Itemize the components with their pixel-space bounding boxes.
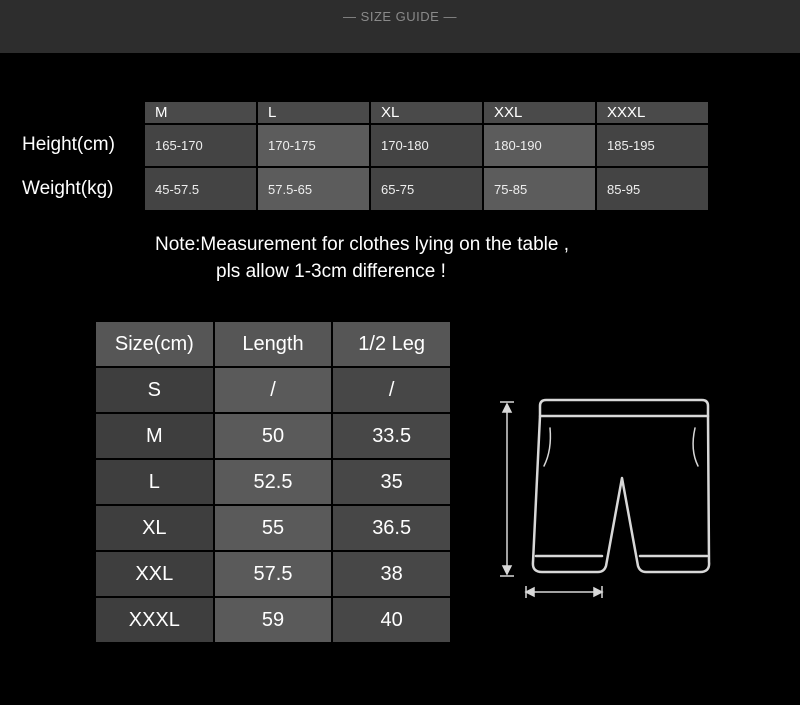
measurement-note-line1: Note:Measurement for clothes lying on the table , — [155, 234, 570, 255]
measurement-size: XL — [95, 505, 214, 551]
length-arrow — [500, 402, 514, 576]
measurement-row — [95, 367, 451, 413]
leg-width-arrow — [526, 586, 602, 598]
size-chart-cell: 185-195 — [596, 124, 709, 168]
size-chart-cell: 57.5-65 — [257, 167, 370, 211]
measurement-table — [94, 320, 452, 644]
measurement-leg: 33.5 — [332, 413, 451, 459]
measurement-header: Size(cm) — [95, 321, 214, 367]
size-chart-header: L — [257, 101, 370, 124]
shorts-outline-icon — [490, 390, 720, 605]
size-chart-header: XL — [370, 101, 483, 124]
measurement-size: XXL — [95, 551, 214, 597]
weight-row-label: Weight(kg) — [22, 178, 114, 199]
measurement-note-line2: pls allow 1-3cm difference ! — [216, 261, 446, 282]
size-chart-header: XXXL — [596, 101, 709, 124]
size-chart-cell: 180-190 — [483, 124, 596, 168]
measurement-header: Length — [214, 321, 333, 367]
waistband-shape — [540, 400, 708, 416]
size-chart-header: M — [144, 101, 257, 124]
header-banner — [0, 0, 800, 53]
measurement-row — [95, 459, 451, 505]
measurement-size: XXXL — [95, 597, 214, 643]
measurement-row — [95, 413, 451, 459]
measurement-leg: / — [332, 367, 451, 413]
size-chart-header: XXL — [483, 101, 596, 124]
measurement-row — [95, 551, 451, 597]
measurement-leg: 40 — [332, 597, 451, 643]
size-chart-cell: 45-57.5 — [144, 167, 257, 211]
measurement-header: 1/2 Leg — [332, 321, 451, 367]
measurement-leg: 35 — [332, 459, 451, 505]
measurement-length: 50 — [214, 413, 333, 459]
left-pocket-line — [544, 428, 550, 466]
size-chart-cell: 85-95 — [596, 167, 709, 211]
measurement-size: M — [95, 413, 214, 459]
measurement-length: / — [214, 367, 333, 413]
size-chart-header-row — [144, 101, 709, 124]
size-chart-cell: 165-170 — [144, 124, 257, 168]
measurement-length: 57.5 — [214, 551, 333, 597]
measurement-size: S — [95, 367, 214, 413]
size-guide-title: — SIZE GUIDE — — [343, 9, 457, 24]
size-chart-cell: 170-175 — [257, 124, 370, 168]
size-chart-cell: 65-75 — [370, 167, 483, 211]
measurement-row — [95, 505, 451, 551]
measurement-header-row — [95, 321, 451, 367]
measurement-leg: 38 — [332, 551, 451, 597]
measurement-length: 55 — [214, 505, 333, 551]
size-chart-cell: 75-85 — [483, 167, 596, 211]
measurement-row — [95, 597, 451, 643]
height-row-label: Height(cm) — [22, 134, 115, 155]
measurement-size: L — [95, 459, 214, 505]
measurement-length: 59 — [214, 597, 333, 643]
size-chart — [143, 100, 710, 212]
size-chart-row — [144, 124, 709, 168]
size-chart-row — [144, 167, 709, 211]
measurement-leg: 36.5 — [332, 505, 451, 551]
right-pocket-line — [693, 428, 698, 466]
measurement-length: 52.5 — [214, 459, 333, 505]
size-chart-cell: 170-180 — [370, 124, 483, 168]
shorts-body-shape — [533, 416, 709, 572]
